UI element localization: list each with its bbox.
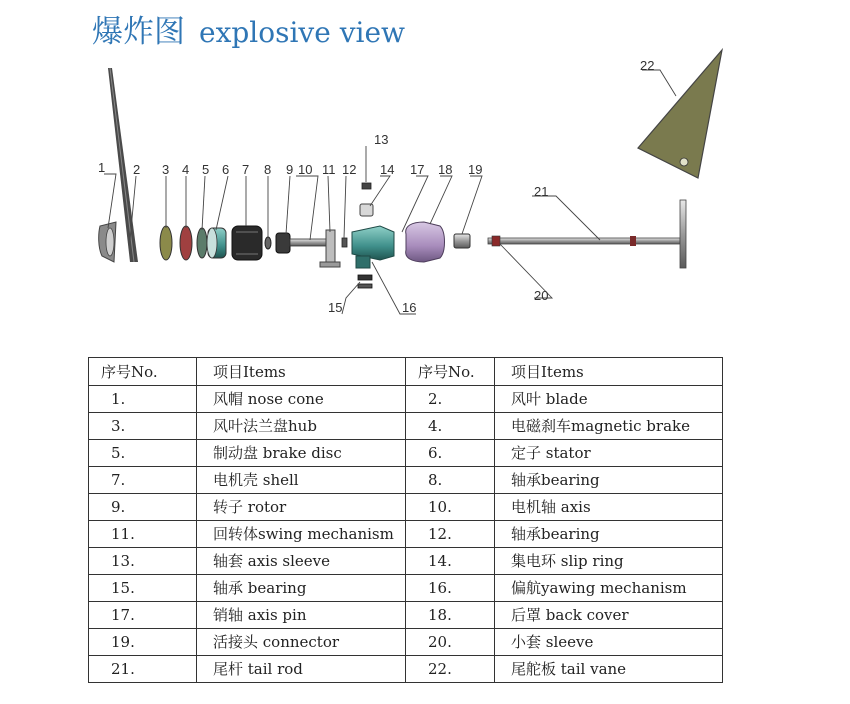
cell-item: 小套 sleeve: [495, 629, 723, 656]
cell-item: 轴承bearing: [495, 467, 723, 494]
header-no-right: 序号No.: [406, 358, 495, 386]
table-row: [89, 602, 723, 629]
label-14: 14: [380, 162, 395, 177]
cell-item: 销轴 axis pin: [197, 602, 406, 629]
part-number-labels: [98, 58, 654, 315]
cell-item: 活接头 connector: [197, 629, 406, 656]
table-row: [89, 629, 723, 656]
cell-item: 集电环 slip ring: [495, 548, 723, 575]
bearing-8-part: [265, 237, 271, 249]
cell-item: 尾杆 tail rod: [197, 656, 406, 683]
label-21: 21: [534, 184, 549, 199]
cell-item: 风叶法兰盘hub: [197, 413, 406, 440]
axis-sleeve-part: [362, 183, 371, 189]
table-row: [89, 656, 723, 683]
cell-no: 2.: [406, 386, 495, 413]
label-11: 11: [322, 162, 336, 177]
cell-no: 9.: [89, 494, 197, 521]
connector-part: [454, 234, 470, 248]
cell-no: 18.: [406, 602, 495, 629]
cell-no: 1.: [89, 386, 197, 413]
bearing-15-part: [358, 275, 372, 280]
label-12: 12: [342, 162, 357, 177]
header-items-right: 项目Items: [495, 358, 723, 386]
cell-item: 电机壳 shell: [197, 467, 406, 494]
table-row: [89, 494, 723, 521]
cell-item: 风帽 nose cone: [197, 386, 406, 413]
nose-cone-part: [99, 222, 116, 262]
cell-no: 21.: [89, 656, 197, 683]
cell-no: 12.: [406, 521, 495, 548]
label-2: 2: [133, 162, 141, 177]
table-row: [89, 413, 723, 440]
label-7: 7: [242, 162, 250, 177]
cell-no: 10.: [406, 494, 495, 521]
label-20: 20: [534, 288, 549, 303]
cell-item: 转子 rotor: [197, 494, 406, 521]
rotor-part: [276, 233, 290, 253]
parts-table: [88, 357, 723, 683]
title-en: explosive view: [199, 16, 406, 49]
table-header-row: [89, 358, 723, 386]
cell-no: 19.: [89, 629, 197, 656]
label-4: 4: [182, 162, 190, 177]
title-zh: 爆炸图: [92, 14, 185, 50]
cell-item: 电磁刹车magnetic brake: [495, 413, 723, 440]
cell-item: 制动盘 brake disc: [197, 440, 406, 467]
label-9: 9: [286, 162, 294, 177]
cell-no: 7.: [89, 467, 197, 494]
cell-item: 轴套 axis sleeve: [197, 548, 406, 575]
label-3: 3: [162, 162, 170, 177]
sleeve-part: [492, 236, 500, 246]
cell-item: 电机轴 axis: [495, 494, 723, 521]
label-6: 6: [222, 162, 230, 177]
cell-no: 14.: [406, 548, 495, 575]
cell-no: 22.: [406, 656, 495, 683]
slip-ring-part: [360, 204, 373, 216]
hub-part: [160, 226, 172, 260]
back-cover-part: [406, 222, 445, 262]
label-17: 17: [410, 162, 425, 177]
cell-item: 尾舵板 tail vane: [495, 656, 723, 683]
cell-no: 16.: [406, 575, 495, 602]
bearing-15-ring: [358, 284, 372, 288]
cell-item: 风叶 blade: [495, 386, 723, 413]
cell-no: 6.: [406, 440, 495, 467]
cell-no: 13.: [89, 548, 197, 575]
tail-rod-part: [488, 200, 686, 268]
cell-no: 8.: [406, 467, 495, 494]
table-row: [89, 467, 723, 494]
exploded-view-diagram: [0, 0, 850, 340]
yawing-mechanism-part: [352, 226, 394, 268]
cell-item: 回转体swing mechanism: [197, 521, 406, 548]
table-row: [89, 575, 723, 602]
stator-part: [207, 228, 226, 258]
brake-disc-part: [197, 228, 207, 258]
cell-no: 4.: [406, 413, 495, 440]
label-18: 18: [438, 162, 453, 177]
leader-lines: [104, 70, 676, 314]
cell-item: 偏航yawing mechanism: [495, 575, 723, 602]
table-row: [89, 521, 723, 548]
cell-no: 5.: [89, 440, 197, 467]
label-16: 16: [402, 300, 417, 315]
cell-no: 17.: [89, 602, 197, 629]
label-5: 5: [202, 162, 210, 177]
cell-no: 20.: [406, 629, 495, 656]
label-15: 15: [328, 300, 343, 315]
cell-item: 轴承 bearing: [197, 575, 406, 602]
cell-item: 定子 stator: [495, 440, 723, 467]
swing-mechanism-part: [320, 230, 340, 267]
table-row: [89, 386, 723, 413]
label-13: 13: [374, 132, 389, 147]
magnetic-brake-part: [180, 226, 192, 260]
cell-no: 15.: [89, 575, 197, 602]
cell-item: 轴承bearing: [495, 521, 723, 548]
cell-no: 11.: [89, 521, 197, 548]
label-22: 22: [640, 58, 655, 73]
header-no-left: 序号No.: [89, 358, 197, 386]
header-items-left: 项目Items: [197, 358, 406, 386]
label-10: 10: [298, 162, 313, 177]
shell-part: [232, 226, 262, 260]
cell-item: 后罩 back cover: [495, 602, 723, 629]
label-8: 8: [264, 162, 272, 177]
label-19: 19: [468, 162, 483, 177]
table-row: [89, 548, 723, 575]
table-row: [89, 440, 723, 467]
label-1: 1: [98, 160, 106, 175]
cell-no: 3.: [89, 413, 197, 440]
bearing-12-part: [342, 238, 347, 247]
